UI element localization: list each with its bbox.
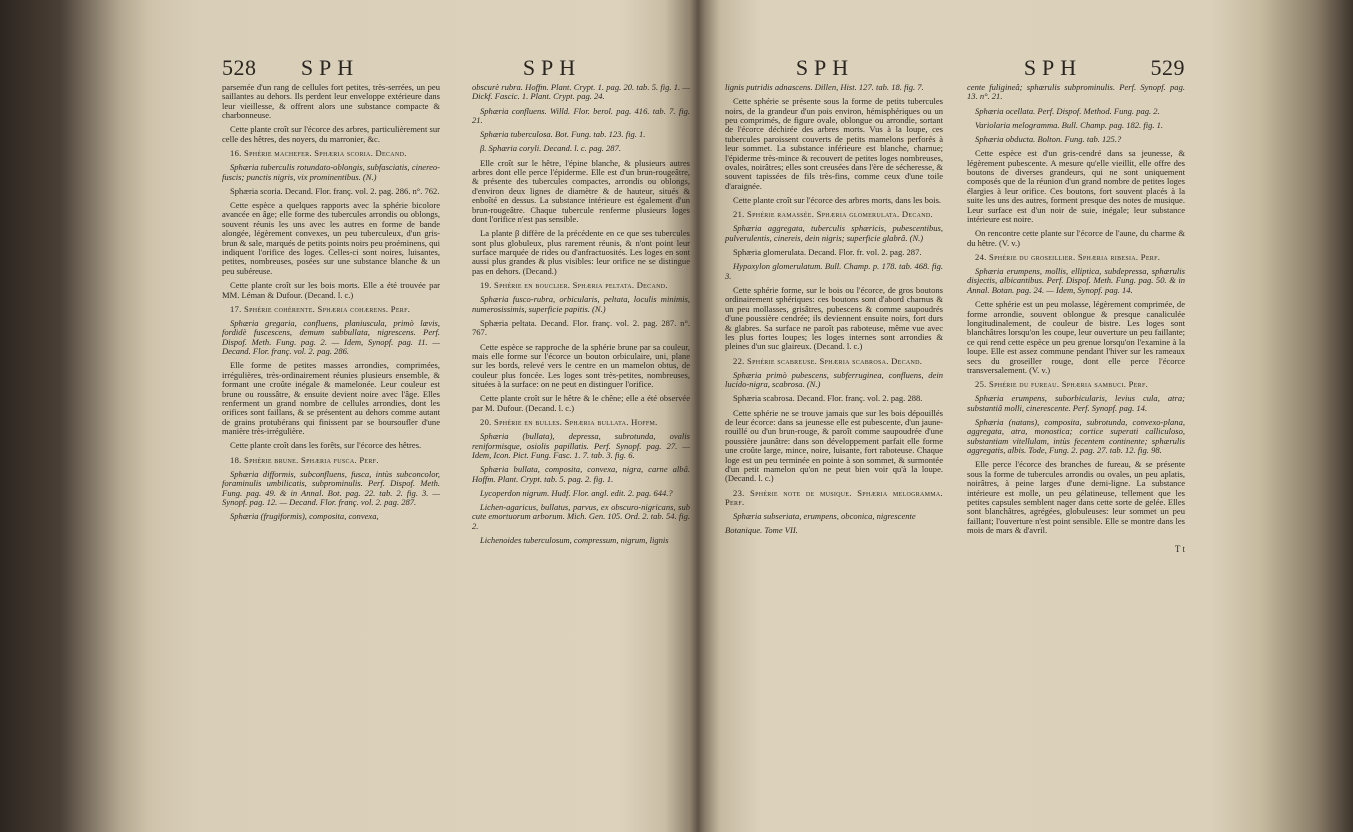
paragraph: Cette plante croît sur l'écorce des arbres morts, dans les bois. [733, 195, 942, 206]
latin-diagnosis: cente fuligineâ; sphærulis subprominulis. Perf. Synopf. pag. 13. n°. 21. [967, 82, 1185, 102]
paragraph: Cette espèce se rapproche de la sphérie brune par sa couleur, mais elle forme sur l'écorce un bouton orbiculaire, uni, plane sur les bords, relevé vers le centre en un mamelon obtus, de couleur plus foncée. Les loges sont très-petites, nombreuses, situées à la surface: on ne peut en distinguer l'orifice. [472, 341, 690, 390]
paragraph: Cette sphérie est un peu molasse, légèrement comprimée, de forme arrondie, souvent oblongue & presque canaliculée longitudinalement, de couleur de bistre. Les loges sont blanchâtres lorsqu'on les coupe, leur ouverture un peu faillante; ce qui rend cette espèce un peu grenue lorsqu'on l'examine à la loupe. Elle est assez commune pendant l'hiver sur les rameaux secs du groseiller rouge, dont elle perce l'écorce transversalement. (V. v.) [967, 299, 1185, 375]
entry-heading: 24. Sphérie du groseillier. Sphæria ribesia. Perf. [975, 251, 1161, 262]
latin-diagnosis: Sphæria bullata, composita, convexa, nigra, carne albâ. Hoffm. Plant. Crypt. tab. 5. pag. 2. fig. 1. [472, 464, 690, 484]
reference: Hypoxylon glomerulatum. Bull. Champ. p. 178. tab. 468. fig. 3. [725, 261, 943, 281]
reference: Variolaria melogramma. Bull. Champ. pag. 182. fig. 1. [975, 119, 1164, 130]
reference: obscurè rubra. Hoffm. Plant. Crypt. 1. pag. 20. tab. 5. fig. 1. — Dickf. Fascic. 1. Plant. Crypt. pag. 24. [472, 82, 690, 102]
reference: Sphæria tuberculosa. Bot. Fung. tab. 123. fig. 1. [480, 129, 646, 140]
volume-footer: Botanique. Tome VII. [725, 525, 798, 536]
entry-heading: 16. Sphérie machefer. Sphæria scoria. Decand. [230, 148, 407, 159]
paragraph: Cette sphérie forme, sur le bois ou l'écorce, de gros boutons ordinairement sphériques: ces boutons sont d'abord charnus & un peu mollasses, grisâtres, pubescens & comme saupoudrés d'une poussière cendrée; ils deviennent ensuite noirs, fort durs & glabres. Sa surface ne paroît pas raboteuse, même vue avec les plus fortes loupes; les loges internes sont arrondies & pleines d'un suc glaireux. (Decand. l. c.) [725, 284, 943, 352]
left-page-columns [222, 83, 690, 550]
entry-heading: 18. Sphérie brune. Sphæria fusca. Perf. [230, 454, 379, 465]
latin-diagnosis: Sphæria fusco-rubra, orbicularis, peltata, loculis minimis, numerosissimis, superficie papitis. (N.) [472, 294, 690, 314]
entry-heading: 22. Sphérie scabreuse. Sphæria scabrosa. Decand. [733, 355, 923, 366]
page-number-left: 528 [222, 55, 257, 80]
paragraph: Cette plante croît dans les forêts, sur l'écorce des hêtres. [230, 440, 422, 451]
right-page-header [725, 55, 1185, 83]
paragraph: Cette plante croît sur les bois morts. Elle a été trouvée par MM. Léman & Dufour. (Decand. l. c.) [222, 280, 440, 300]
reference: Sphæria confluens. Willd. Flor. berol. pag. 416. tab. 7. fig. 21. [472, 105, 690, 126]
latin-diagnosis: Sphæria erumpens, mollis, elliptica, subdepressa, sphærulis disjectis, albicantibus. Perf. Dispof. Meth. Fung. pag. 50. & in Annal. Botan. pag. 24. — Idem, Synopf. pag. 14. [967, 266, 1185, 295]
reference: Lichenoides tuberculosum, compressum, nigrum, lignis [480, 535, 669, 545]
right-page-columns [725, 83, 1185, 540]
latin-diagnosis: Sphæria (frugiformis), composita, convexa, [230, 511, 379, 522]
latin-diagnosis: Sphæria tuberculis rotundato-oblongis, subfasciatis, cinereo-fuscis; punctis nigris, vix prominentibus. (N.) [222, 162, 440, 182]
right-page [725, 55, 1185, 555]
latin-diagnosis: Sphæria difformis, subconfluens, fusca, intùs subconcolor, foraminulis umbilicatis, subprominulis. Perf. Dispof. Meth. Fung. pag. 49. & in Annal. Bot. pag. 22. tab. 2. fig. 3. — Synopf. pag. 12. — Decand. Flor. franç. vol. 2. pag. 287. [222, 468, 440, 507]
reference: Lichen-agaricus, bullatus, parvus, ex obscuro-nigricans, sub cute emortuorum arborum. Mich. Gen. 105. Ord. 2. tab. 54. fig. 2. [472, 501, 690, 531]
running-head-left-a: SPH [300, 55, 360, 80]
paragraph: Cette plante croît sur le hêtre & le chêne; elle a été observée par M. Dufour. (Decand. l. c.) [472, 393, 690, 413]
reference: Lycoperdon nigrum. Hudf. Flor. angl. edit. 2. pag. 644.? [480, 487, 673, 498]
right-column-2 [967, 83, 1185, 540]
reference: lignis putridis adnascens. Dillen, Hist. 127. tab. 18. fig. 7. [725, 82, 924, 92]
latin-diagnosis: Sphæria gregaria, confluens, planiuscula, primò lævis, fordidè fuscescens, demum subbullata, nigrescens. Perf. Dispof. Meth. Fung. pag. 2. — Idem, Synopf. pag. 11. — Decand. Flor. franç. vol. 2. pag. 286. [222, 317, 440, 357]
paragraph: Cette espèce a quelques rapports avec la sphérie bicolore avancée en âge; elle forme des tubercules arrondis ou oblongs, souvent réunis les uns avec les autres en forme de bande alongée, légèrement convexes, un peu tuberculeux, d'un gris-brun & sale, marqués de petits points noirs peu proéminens, qui indiquent l'orifice des loges. Celles-ci sont noires, luisantes, petites, nombreuses, posées sur une substance blanche & un peu subéreuse. [222, 200, 440, 276]
left-page [222, 55, 690, 550]
left-page-header [222, 55, 690, 83]
entry-heading: 25. Sphérie du fureau. Sphæria sambuci. Perf. [975, 379, 1149, 390]
latin-diagnosis: Sphæria (natans), composita, subrotunda, convexo-plana, aggregata, atra, monostica; cortice superati calliculoso, substantiam vitellulam, intùs fecentem continente; sphærulis aggregatis, albis. Tode, Fung. 2. pag. 27. tab. 12. fig. 98. [967, 416, 1185, 456]
entry-heading: 21. Sphérie ramassée. Sphæria glomerulata. Decand. [733, 209, 933, 220]
paragraph: Cette espèce est d'un gris-cendré dans sa jeunesse, & légèrement pubescente. A mesure qu'elle vieillit, elle offre des boutons de diverses grandeurs, qui ne sont uniquement composés que de la réunion d'un grand nombre de petites loges élargies à leur orifice. Ces boutons, fort souvent placés à la suite les uns des autres, forment presque des notes de musique. Leur surface est d'un noir de suie, inégale; leur substance intérieure est noire. [967, 148, 1185, 225]
reference: Sphæria ocellata. Perf. Dispof. Method. Fung. pag. 2. [975, 105, 1160, 116]
latin-diagnosis: Sphæria erumpens, suborbicularis, levius cula, atra; substantiâ molli, cinerescente. Perf. Synopf. pag. 14. [967, 393, 1185, 413]
running-head-right-b: SPH [1023, 55, 1083, 80]
reference: Sphæria scoria. Decand. Flor. franç. vol. 2. pag. 286. n°. 762. [230, 185, 440, 196]
latin-diagnosis: Sphæria aggregata, tuberculis sphæricis, pubescentibus, pulverulentis, cinereis, dein nigris; superficie glabrâ. (N.) [725, 223, 943, 243]
paragraph: parsemée d'un rang de cellules fort petites, très-serrées, un peu saillantes au dehors. Ils perdent leur enveloppe extérieure dans leur vieillesse, & offrent alors une substance compacte & charbonneuse. [222, 82, 440, 121]
latin-diagnosis: Sphæria subseriata, erumpens, obconica, nigrescente [733, 511, 916, 522]
latin-diagnosis: Sphæria (bullata), depressa, subrotunda, ovalis reniformisque, osiolis papillatis. Perf. Synopf. pag. 27. — Idem, Icon. Pict. Fung. Fasc. 1. 7. tab. 3. fig. 6. [472, 431, 690, 460]
paragraph: Elle perce l'écorce des branches de fureau, & se présente sous la forme de tubercules arrondis ou ovales, un peu aplatis, noirâtres, à peine larges d'une demi-ligne. La substance intérieure est molle, un peu gélatineuse, tellement que les petites capsules semblent nager dans cette sorte de gelée. Elles sont blanchâtres, agrégées, globuleuses: leur sommet un peu faillant; l'ouverture n'est point sensible. Elle se montre dans les mois de mars & d'avril. [967, 459, 1185, 536]
reference: Sphæria glomerulata. Decand. Flor. fr. vol. 2. pag. 287. [733, 247, 922, 258]
latin-diagnosis: Sphæria primò pubescens, subferruginea, confluens, dein lucido-nigra, scabrosa. (N.) [725, 369, 943, 390]
paragraph: Elle croît sur le hêtre, l'épine blanche, & plusieurs autres arbres dont elle perce l'épiderme. Elle est d'un brun-rougeâtre, & présente des tubercules compactes, arrondis ou oblongs, d'environ deux lignes de diamètre & de hauteur, situés & enboîté en dessus. La substance intérieure est également d'un brun-rougeâtre. Chaque tubercule renferme plusieurs loges dont l'orifice n'est pas sensible. [472, 157, 690, 225]
reference: Sphæria peltata. Decand. Flor. franç. vol. 2. pag. 287. n°. 767. [472, 317, 690, 338]
paragraph: Cette plante croît sur l'écorce des arbres, particulièrement sur celle des hêtres, des noyers, du marronier, &c. [222, 124, 440, 144]
paragraph: La plante β diffère de la précédente en ce que ses tubercules sont plus globuleux, plus rarement réunis, & n'ont point leur surface marquée de rides ou d'anfractuosités. Les loges en sont aussi plus grandes & plus visibles: leur orifice ne se distingue pas en dehors. (Decand.) [472, 228, 690, 276]
left-column-2 [472, 83, 690, 550]
reference: β. Sphæria coryli. Decand. l. c. pag. 287. [480, 143, 621, 154]
entry-heading: 20. Sphérie en bulles. Sphæria bullata. Hoffm. [480, 416, 658, 427]
left-column-1 [222, 83, 440, 550]
entry-heading: 17. Sphérie cohérente. Sphæria cohærens. Perf. [230, 303, 411, 314]
running-head-right-a: SPH [795, 55, 855, 80]
paragraph: Cette sphérie se présente sous la forme de petits tubercules noirs, de la grandeur d'un pois environ, hémisphériques ou un peu comprimés, de figure ovale, oblongue ou arrondie, sortant de l'écorce déchirée des arbres morts. Vus à la loupe, ces tubercules paroissent couverts de petits mamelons perforés à leur sommet. La substance inférieure est blanche, charnue; l'épiderme très-mince & recouvert de petites loges nombreuses, ovales, noirâtres; elles sont creusées dans l'ère de sécheresse, & souvent tapissées de fils très-fins, comme ceux d'une toile d'araignée. [725, 96, 943, 191]
paragraph: Cette sphérie ne se trouve jamais que sur les bois dépouillés de leur écorce: dans sa jeunesse elle est pubescente, d'un jaune-rouillé ou d'un brun-rouge, & paroît comme saupoudrée d'une poussière jaunâtre: dans son développement parfait elle forme une croûte large, mince, noire, luisante, fort raboteuse. Chaque loge est un peu terminée en pointe à son sommet, & surmontée d'un petit mamelon qu'on ne peut bien voir qu'à la loupe. (Decand. l. c.) [725, 407, 943, 484]
page-number-right: 529 [1150, 55, 1185, 80]
paragraph: On rencontre cette plante sur l'écorce de l'aune, du charme & du hêtre. (V. v.) [967, 228, 1185, 248]
reference: Sphæria obducta. Bolton. Fung. tab. 125.? [975, 134, 1122, 145]
right-column-1 [725, 83, 943, 540]
paragraph: Elle forme de petites masses arrondies, comprimées, irrégulières, très-ordinairement réunies plusieurs ensemble, & formant une croûte inégale & mamelonée. Leur couleur est brune ou roussâtre, & ensuite devient noire avec l'âge. Elles renferment un grand nombre de cellules arrondies, dont les orifices sont faillans, & se présentent au dehors comme autant de grains protubérans qui finissent par se boursoufler d'une manière très-irrégulière. [222, 360, 440, 437]
printer-signature: T t [1174, 544, 1185, 555]
entry-heading: 19. Sphérie en bouclier. Sphæria peltata. Decand. [480, 280, 668, 291]
running-head-left-b: SPH [522, 55, 582, 80]
entry-heading: 23. Sphérie note de musique. Sphæria melogramma. Perf. [725, 487, 943, 507]
reference: Sphæria scabrosa. Decand. Flor. franç. vol. 2. pag. 288. [733, 393, 923, 404]
